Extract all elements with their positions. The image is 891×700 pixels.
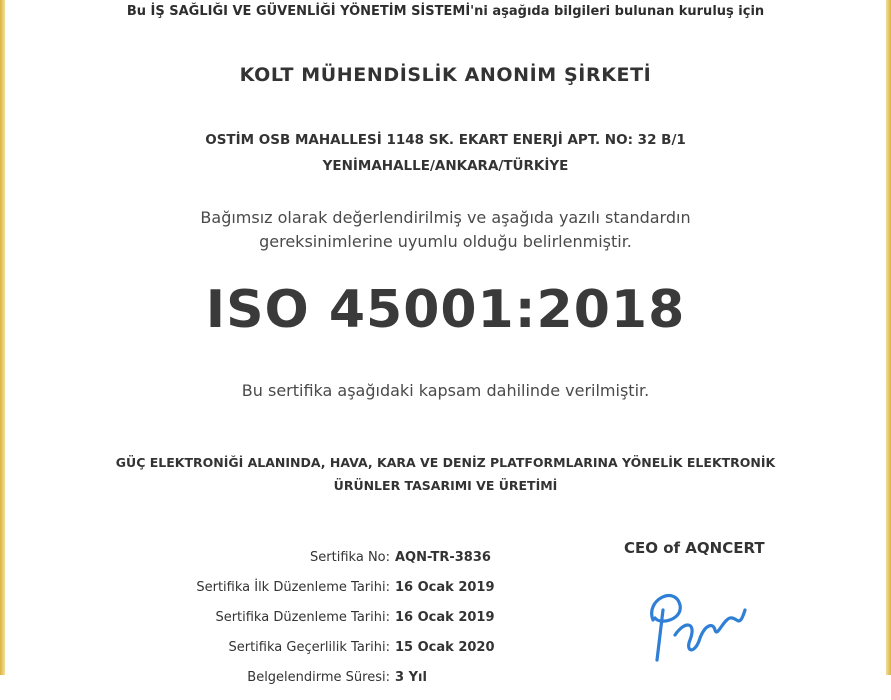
signatory-title: CEO of AQNCERT [624, 539, 765, 557]
detail-label: Sertifika Düzenleme Tarihi: [215, 610, 390, 625]
certificate-header: Bu İŞ SAĞLIĞI VE GÜVENLİĞİ YÖNETİM SİSTEMİ'ni aşağıda bilgileri bulunan kuruluş için [126, 4, 765, 19]
scope-line-1: GÜÇ ELEKTRONİĞİ ALANINDA, HAVA, KARA VE DENİZ PLATFORMLARINA YÖNELİK ELEKTRONİK [115, 455, 776, 470]
signature-icon [635, 580, 765, 670]
detail-value: 16 Ocak 2019 [395, 580, 495, 595]
detail-value: AQN-TR-3836 [395, 550, 491, 565]
detail-value: 3 Yıl [395, 670, 427, 685]
statement-line-2: gereksinimlerine uyumlu olduğu belirlenmiştir. [259, 232, 632, 251]
address-line-2: YENİMAHALLE/ANKARA/TÜRKİYE [322, 158, 569, 174]
detail-value: 16 Ocak 2019 [395, 610, 495, 625]
scope-line-2: ÜRÜNLER TASARIMI VE ÜRETİMİ [333, 478, 558, 493]
detail-label: Sertifika No: [310, 550, 390, 565]
address-line-1: OSTİM OSB MAHALLESİ 1148 SK. EKART ENERJİ APT. NO: 32 B/1 [205, 132, 686, 148]
statement-line-1: Bağımsız olarak değerlendirilmiş ve aşağıda yazılı standardın [200, 208, 691, 227]
detail-label: Belgelendirme Süresi: [247, 670, 390, 685]
scope-intro: Bu sertifika aşağıdaki kapsam dahilinde verilmiştir. [241, 381, 650, 400]
detail-value: 15 Ocak 2020 [395, 640, 495, 655]
company-name: KOLT MÜHENDİSLİK ANONİM ŞİRKETİ [239, 64, 652, 86]
detail-label: Sertifika İlk Düzenleme Tarihi: [196, 580, 390, 595]
standard-title: ISO 45001:2018 [205, 280, 686, 340]
detail-label: Sertifika Geçerlilik Tarihi: [228, 640, 390, 655]
